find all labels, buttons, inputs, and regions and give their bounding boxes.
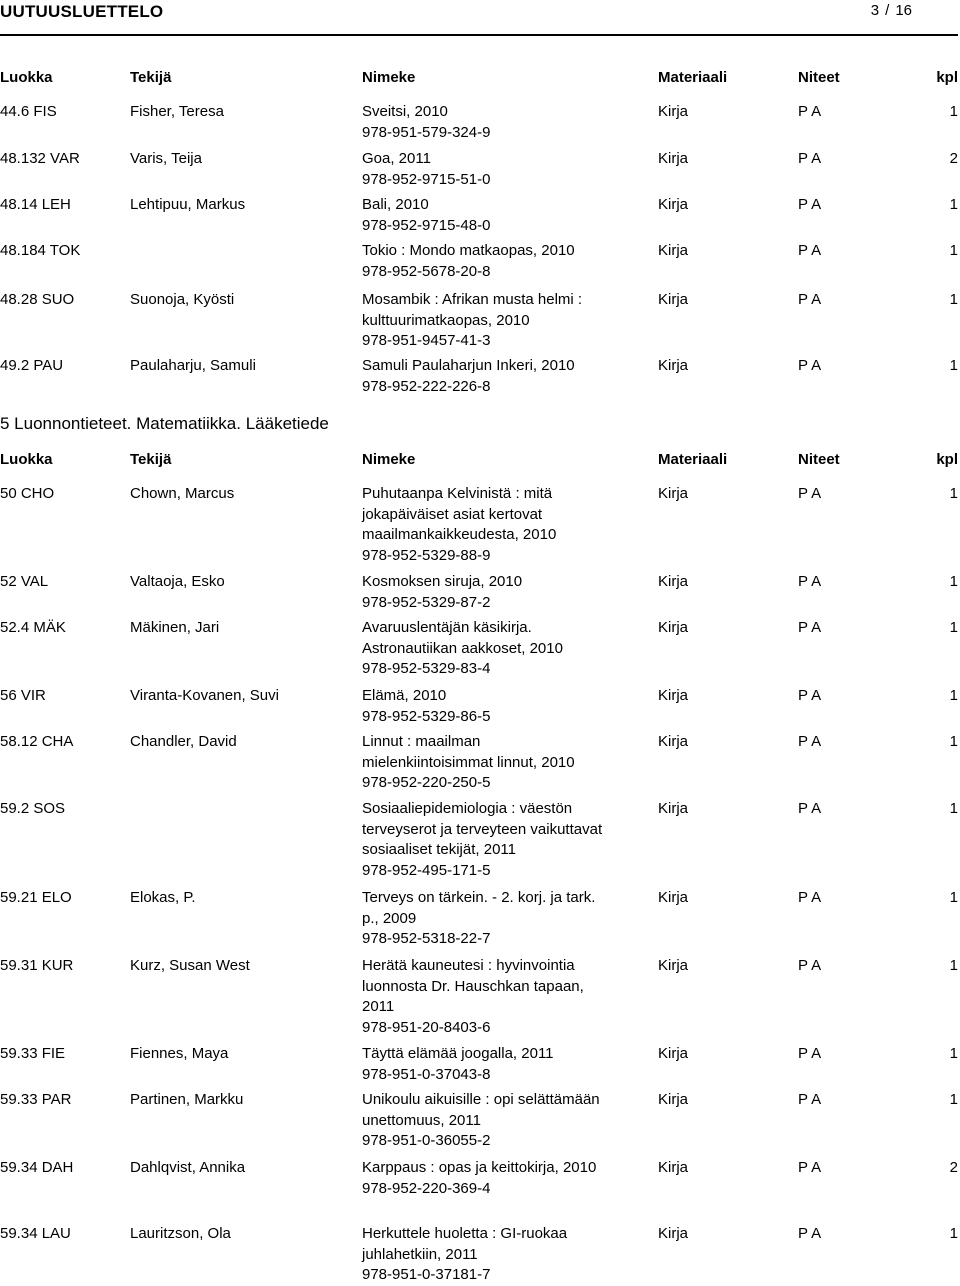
col-materiaali: Materiaali [658,451,728,468]
item-title: Puhutaanpa Kelvinistä : mitä jokapäiväiset asiat kertovat maailmankaikkeudesta, 2010 [362,485,557,543]
col-luokka: Luokka [0,69,53,86]
item-kpl: 1 [949,957,958,974]
item-luokka: 48.28 SUO [0,291,75,308]
item-title: Unikoulu aikuisille : opi selättämään unettomuus, 2011 [362,1091,600,1129]
item-nimeke [362,484,612,566]
item-luokka: 48.184 TOK [0,242,81,259]
item-nimeke [362,572,612,613]
item-isbn: 978-952-5318-22-7 [362,930,491,947]
item-kpl: 2 [949,150,958,167]
item-materiaali: Kirja [658,485,689,502]
item-materiaali: Kirja [658,1045,689,1062]
item-kpl: 1 [949,1045,958,1062]
item-isbn: 978-952-5329-86-5 [362,707,491,725]
item-tekija: Viranta-Kovanen, Suvi [130,687,279,704]
item-title: Bali, 2010 [362,196,429,213]
item-tekija: Lehtipuu, Markus [130,196,246,213]
item-title: Herkuttele huoletta : GI-ruokaa juhlahetkiin, 2011 [362,1225,568,1263]
item-niteet: P A [798,357,822,374]
item-niteet: P A [798,242,822,259]
item-title: Karppaus : opas ja keittokirja, 2010 [362,1159,597,1176]
item-title: Linnut : maailman mielenkiintoisimmat linnut, 2010 [362,733,575,771]
item-materiaali: Kirja [658,800,689,817]
item-nimeke [362,686,612,727]
item-luokka: 56 VIR [0,687,46,704]
item-luokka: 59.33 FIE [0,1045,66,1062]
item-nimeke [362,195,630,236]
item-niteet: P A [798,196,822,213]
item-tekija: Partinen, Markku [130,1091,244,1108]
item-nimeke [362,1158,612,1199]
column-header-2 [0,451,960,471]
item-niteet: P A [798,150,822,167]
item-luokka: 59.34 DAH [0,1159,74,1176]
item-kpl: 1 [949,357,958,374]
col-nimeke: Nimeke [362,451,416,468]
item-isbn: 978-951-579-324-9 [362,123,491,141]
item-materiaali: Kirja [658,957,689,974]
item-nimeke [362,241,630,282]
item-kpl: 1 [949,619,958,636]
document-title: UUTUUSLUETTELO [0,2,164,21]
item-materiaali: Kirja [658,733,689,750]
item-nimeke [362,799,612,881]
item-tekija: Mäkinen, Jari [130,619,220,636]
item-tekija: Valtaoja, Esko [130,573,225,590]
item-niteet: P A [798,619,822,636]
item-isbn: 978-952-5329-87-2 [362,593,491,611]
item-isbn: 978-951-0-37181-7 [362,1266,491,1283]
item-title: Samuli Paulaharjun Inkeri, 2010 [362,357,575,374]
page-separator: / [885,2,890,19]
item-luokka: 48.132 VAR [0,150,80,167]
item-title: Tokio : Mondo matkaopas, 2010 [362,242,575,259]
col-kpl: kpl [936,451,958,468]
item-tekija: Dahlqvist, Annika [130,1159,246,1176]
item-tekija: Lauritzson, Ola [130,1225,231,1242]
item-materiaali: Kirja [658,1091,689,1108]
item-isbn: 978-951-0-36055-2 [362,1132,491,1149]
item-isbn: 978-951-20-8403-6 [362,1018,491,1036]
item-niteet: P A [798,573,822,590]
item-kpl: 1 [949,242,958,259]
col-tekija: Tekijä [130,451,172,468]
item-nimeke [362,956,612,1038]
item-kpl: 1 [949,889,958,906]
item-nimeke [362,1224,612,1286]
item-tekija: Fisher, Teresa [130,103,224,120]
item-kpl: 1 [949,196,958,213]
item-luokka: 52.4 MÄK [0,619,66,636]
col-niteet: Niteet [798,69,840,86]
item-niteet: P A [798,687,822,704]
item-kpl: 2 [949,1159,958,1176]
column-header-1 [0,69,960,89]
item-nimeke [362,618,612,680]
item-title: Mosambik : Afrikan musta helmi : kulttuurimatkaopas, 2010 [362,291,583,329]
item-title: Terveys on tärkein. - 2. korj. ja tark. p., 2009 [362,889,596,927]
col-materiaali: Materiaali [658,69,728,86]
item-title: Sosiaaliepidemiologia : väestön terveyserot ja terveyteen vaikuttavat sosiaaliset tekijät, 2011 [362,800,603,858]
item-tekija: Chown, Marcus [130,485,235,502]
item-isbn: 978-951-0-37043-8 [362,1065,491,1083]
item-materiaali: Kirja [658,573,689,590]
item-tekija: Kurz, Susan West [130,957,250,974]
item-nimeke [362,149,630,190]
item-isbn: 978-952-222-226-8 [362,377,491,395]
col-kpl: kpl [936,69,958,86]
item-kpl: 1 [949,733,958,750]
item-nimeke [362,1090,612,1152]
col-luokka: Luokka [0,451,53,468]
item-materiaali: Kirja [658,196,689,213]
item-materiaali: Kirja [658,889,689,906]
item-isbn: 978-951-9457-41-3 [362,332,491,349]
item-luokka: 59.33 PAR [0,1091,72,1108]
item-materiaali: Kirja [658,357,689,374]
item-niteet: P A [798,485,822,502]
item-materiaali: Kirja [658,687,689,704]
item-materiaali: Kirja [658,150,689,167]
item-luokka: 59.34 LAU [0,1225,71,1242]
item-title: Täyttä elämää joogalla, 2011 [362,1045,554,1062]
item-isbn: 978-952-5329-88-9 [362,546,491,564]
item-nimeke [362,1044,612,1085]
item-luokka: 48.14 LEH [0,196,71,213]
item-kpl: 1 [949,291,958,308]
item-isbn: 978-952-5678-20-8 [362,262,491,280]
item-niteet: P A [798,1159,822,1176]
item-nimeke [362,732,612,794]
item-niteet: P A [798,291,822,308]
item-isbn: 978-952-9715-48-0 [362,216,491,234]
item-tekija: Varis, Teija [130,150,202,167]
item-niteet: P A [798,889,822,906]
item-nimeke [362,356,630,397]
item-materiaali: Kirja [658,1225,689,1242]
header-rule [0,34,958,36]
item-tekija: Suonoja, Kyösti [130,291,235,308]
item-nimeke [362,102,630,143]
item-kpl: 1 [949,1225,958,1242]
item-kpl: 1 [949,1091,958,1108]
item-isbn: 978-952-220-250-5 [362,774,491,791]
item-title: Sveitsi, 2010 [362,103,448,120]
page-number: 3 [870,2,880,19]
item-luokka: 59.21 ELO [0,889,72,906]
item-luokka: 59.31 KUR [0,957,74,974]
item-tekija: Chandler, David [130,733,237,750]
page-indicator [868,2,915,19]
item-isbn: 978-952-495-171-5 [362,861,491,879]
item-title: Kosmoksen siruja, 2010 [362,573,523,590]
page-total: 16 [895,2,912,19]
item-niteet: P A [798,103,822,120]
item-tekija: Fiennes, Maya [130,1045,229,1062]
item-materiaali: Kirja [658,242,689,259]
item-kpl: 1 [949,485,958,502]
item-luokka: 59.2 SOS [0,800,66,817]
item-luokka: 49.2 PAU [0,357,64,374]
item-niteet: P A [798,957,822,974]
item-title: Avaruuslentäjän käsikirja. Astronautiikan aakkoset, 2010 [362,619,563,657]
item-isbn: 978-952-5329-83-4 [362,660,491,677]
item-title: Herätä kauneutesi : hyvinvointia luonnosta Dr. Hauschkan tapaan, 2011 [362,957,584,1015]
item-kpl: 1 [949,573,958,590]
item-nimeke [362,888,612,950]
item-niteet: P A [798,1091,822,1108]
item-niteet: P A [798,733,822,750]
col-tekija: Tekijä [130,69,172,86]
item-materiaali: Kirja [658,103,689,120]
item-title: Goa, 2011 [362,150,431,167]
item-tekija: Paulaharju, Samuli [130,357,256,374]
item-kpl: 1 [949,687,958,704]
item-materiaali: Kirja [658,1159,689,1176]
item-nimeke [362,290,630,352]
item-niteet: P A [798,800,822,817]
item-isbn: 978-952-220-369-4 [362,1179,491,1197]
item-luokka: 50 CHO [0,485,55,502]
item-niteet: P A [798,1225,822,1242]
item-kpl: 1 [949,800,958,817]
col-niteet: Niteet [798,451,840,468]
item-niteet: P A [798,1045,822,1062]
item-kpl: 1 [949,103,958,120]
col-nimeke: Nimeke [362,69,416,86]
item-isbn: 978-952-9715-51-0 [362,170,491,188]
item-luokka: 44.6 FIS [0,103,57,120]
item-luokka: 52 VAL [0,573,49,590]
item-luokka: 58.12 CHA [0,733,74,750]
item-title: Elämä, 2010 [362,687,447,704]
item-tekija: Elokas, P. [130,889,196,906]
item-materiaali: Kirja [658,619,689,636]
section-heading: 5 Luonnontieteet. Matematiikka. Lääketiede [0,414,329,433]
item-materiaali: Kirja [658,291,689,308]
